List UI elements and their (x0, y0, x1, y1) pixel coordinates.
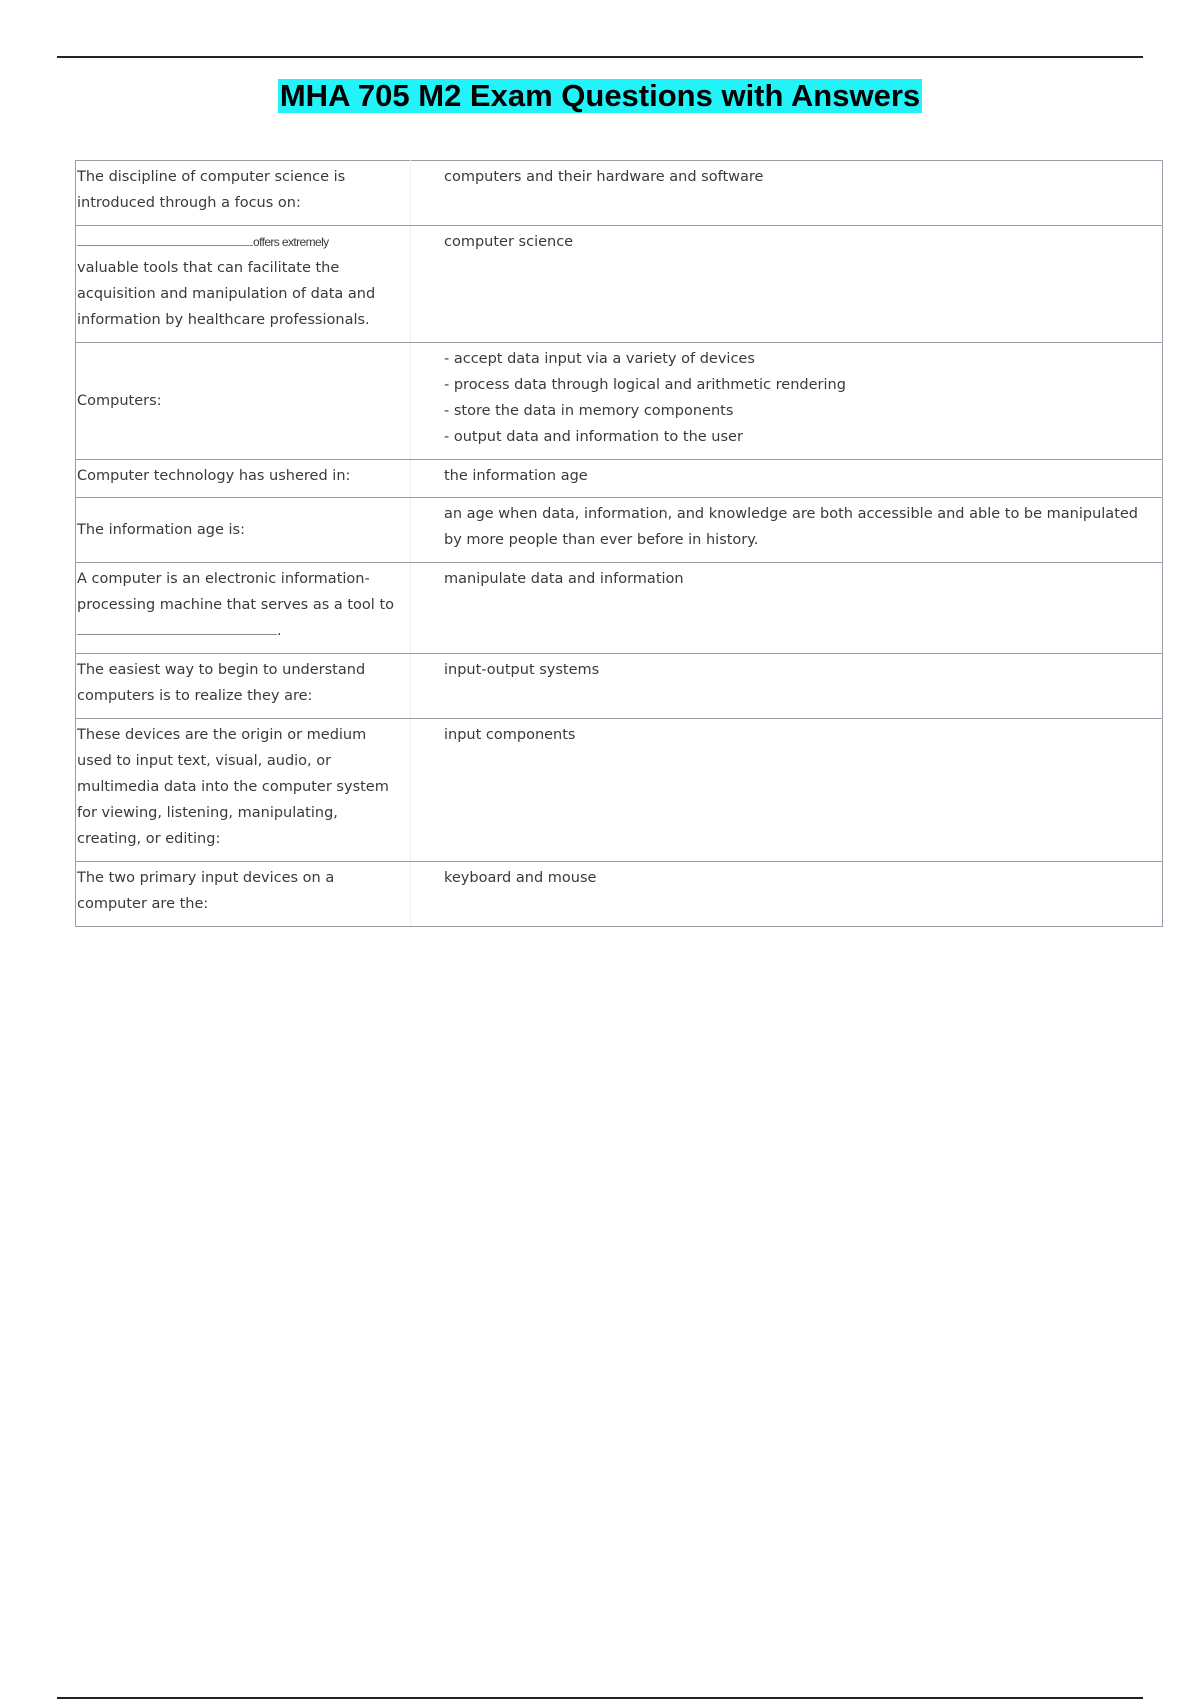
fill-in-blank (77, 618, 277, 635)
answer-cell: the information age (411, 460, 1163, 498)
table-row (76, 343, 1163, 460)
bottom-rule (57, 1697, 1143, 1699)
question-cell (76, 226, 411, 343)
qa-table (75, 160, 1163, 927)
table-row (76, 460, 1163, 498)
answer-cell: an age when data, information, and knowledge are both accessible and able to be manipulated by more people than ever before in history. (411, 498, 1163, 563)
table-row (76, 719, 1163, 862)
table-row (76, 498, 1163, 563)
question-cell: The two primary input devices on a computer are the: (76, 862, 411, 927)
question-suffix: . (277, 623, 282, 639)
question-cell: The discipline of computer science is introduced through a focus on: (76, 161, 411, 226)
answer-cell: computer science (411, 226, 1163, 343)
answer-cell: input components (411, 719, 1163, 862)
answer-line: - output data and information to the user (444, 429, 743, 445)
answer-cell: manipulate data and information (411, 563, 1163, 654)
answer-line: - process data through logical and arithmetic rendering (444, 377, 846, 393)
document-title: MHA 705 M2 Exam Questions with Answers (279, 78, 921, 113)
table-row (76, 563, 1163, 654)
table-row (76, 654, 1163, 719)
answer-cell: keyboard and mouse (411, 862, 1163, 927)
table-row (76, 226, 1163, 343)
title-wrap (0, 79, 1200, 113)
question-cell: Computer technology has ushered in: (76, 460, 411, 498)
question-text: A computer is an electronic information-processing machine that serves as a tool to (77, 571, 394, 613)
answer-cell (411, 343, 1163, 460)
top-rule (57, 56, 1143, 58)
question-cell: Computers: (76, 343, 411, 460)
table-row (76, 161, 1163, 226)
answer-cell: input-output systems (411, 654, 1163, 719)
question-cell: The easiest way to begin to understand computers is to realize they are: (76, 654, 411, 719)
question-prefix: offers extremely (253, 235, 329, 249)
fill-in-blank (77, 229, 253, 246)
question-cell: These devices are the origin or medium used to input text, visual, audio, or multimedia data into the computer system for viewing, listening, manipulating, creating, or editing: (76, 719, 411, 862)
question-cell: The information age is: (76, 498, 411, 563)
question-cell (76, 563, 411, 654)
table-row (76, 862, 1163, 927)
answer-cell: computers and their hardware and software (411, 161, 1163, 226)
question-text: valuable tools that can facilitate the acquisition and manipulation of data and information by healthcare professionals. (77, 260, 376, 328)
answer-line: - accept data input via a variety of devices (444, 351, 755, 367)
answer-line: - store the data in memory components (444, 403, 734, 419)
